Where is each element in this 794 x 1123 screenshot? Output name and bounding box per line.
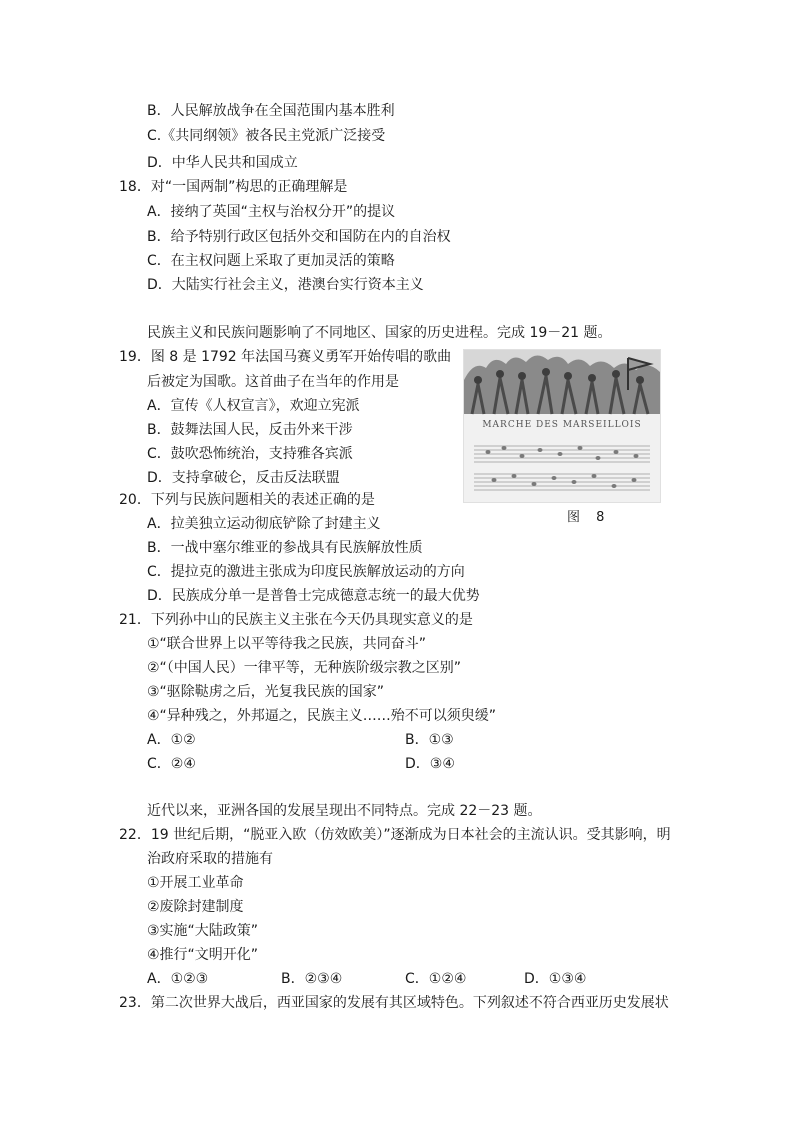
- q22-option-c: C．①②④: [405, 971, 467, 987]
- q17-option-c: C.《共同纲领》被各民主党派广泛接受: [147, 128, 386, 144]
- q19-option-a: A．宣传《人权宣言》，欢迎立宪派: [147, 398, 360, 414]
- q22-item-1: ①开展工业革命: [147, 875, 244, 891]
- q19-option-b: B．鼓舞法国人民，反击外来干涉: [147, 422, 353, 438]
- section-intro-22-23: 近代以来，亚洲各国的发展呈现出不同特点。完成 22－23 题。: [147, 803, 542, 819]
- q22-stem-line2: 治政府采取的措施有: [147, 851, 273, 867]
- figure-8-image: [463, 349, 661, 503]
- q21-stem: 21．下列孙中山的民族主义主张在今天仍具现实意义的是: [119, 612, 473, 628]
- q20-option-d: D．民族成分单一是普鲁士完成德意志统一的最大优势: [147, 588, 480, 604]
- q20-stem: 20．下列与民族问题相关的表述正确的是: [119, 492, 375, 508]
- q23-stem: 23．第二次世界大战后，西亚国家的发展有其区域特色。下列叙述不符合西亚历史发展状: [119, 995, 669, 1011]
- q21-option-c: C．②④: [147, 756, 196, 772]
- q21-item-2: ②“（中国人民）一律平等，无种族阶级宗教之区别”: [147, 660, 462, 676]
- q22-option-a: A．①②③: [147, 971, 209, 987]
- q20-option-b: B．一战中塞尔维亚的参战具有民族解放性质: [147, 540, 423, 556]
- q22-item-3: ③实施“大陆政策”: [147, 923, 259, 939]
- q21-option-b: B．①③: [405, 732, 454, 748]
- q19-stem-line1: 19．图 8 是 1792 年法国马赛义勇军开始传唱的歌曲: [119, 349, 452, 365]
- q21-item-1: ①“联合世界上以平等待我之民族，共同奋斗”: [147, 636, 427, 652]
- figure-8-caption: 图 8: [567, 510, 611, 525]
- q20-option-c: C．提拉克的激进主张成为印度民族解放运动的方向: [147, 564, 465, 580]
- q21-item-3: ③“驱除鞑虏之后，光复我民族的国家”: [147, 684, 385, 700]
- q18-option-b: B．给予特别行政区包括外交和国防在内的自治权: [147, 229, 451, 245]
- q22-item-2: ②废除封建制度: [147, 899, 244, 915]
- q19-option-c: C．鼓吹恐怖统治，支持雅各宾派: [147, 446, 353, 462]
- q22-option-d: D．①③④: [524, 971, 587, 987]
- q22-option-b: B．②③④: [281, 971, 343, 987]
- q21-option-a: A．①②: [147, 732, 196, 748]
- q18-option-a: A．接纳了英国“主权与治权分开”的提议: [147, 204, 396, 220]
- q22-stem-line1: 22．19 世纪后期，“脱亚入欧（仿效欧美）”逐渐成为日本社会的主流认识。受其影响，明: [119, 827, 671, 843]
- q17-option-b: B．人民解放战争在全国范围内基本胜利: [147, 103, 395, 119]
- q21-option-d: D．③④: [405, 756, 455, 772]
- q18-option-d: D．大陆实行社会主义，港澳台实行资本主义: [147, 277, 424, 293]
- section-intro-19-21: 民族主义和民族问题影响了不同地区、国家的历史进程。完成 19－21 题。: [147, 325, 612, 341]
- figure-8-title-text: MARCHE DES MARSEILLOIS: [482, 420, 642, 430]
- q19-stem-line2: 后被定为国歌。这首曲子在当年的作用是: [147, 374, 399, 390]
- q21-item-4: ④“异种残之，外邦逼之，民族主义……殆不可以须臾缓”: [147, 708, 497, 724]
- q18-stem: 18．对“一国两制”构思的正确理解是: [119, 179, 348, 195]
- q20-option-a: A．拉美独立运动彻底铲除了封建主义: [147, 516, 381, 532]
- q22-item-4: ④推行“文明开化”: [147, 947, 259, 963]
- q17-option-d: D．中华人民共和国成立: [147, 155, 298, 171]
- q18-option-c: C．在主权问题上采取了更加灵活的策略: [147, 253, 395, 269]
- q19-option-d: D．支持拿破仑，反击反法联盟: [147, 470, 340, 486]
